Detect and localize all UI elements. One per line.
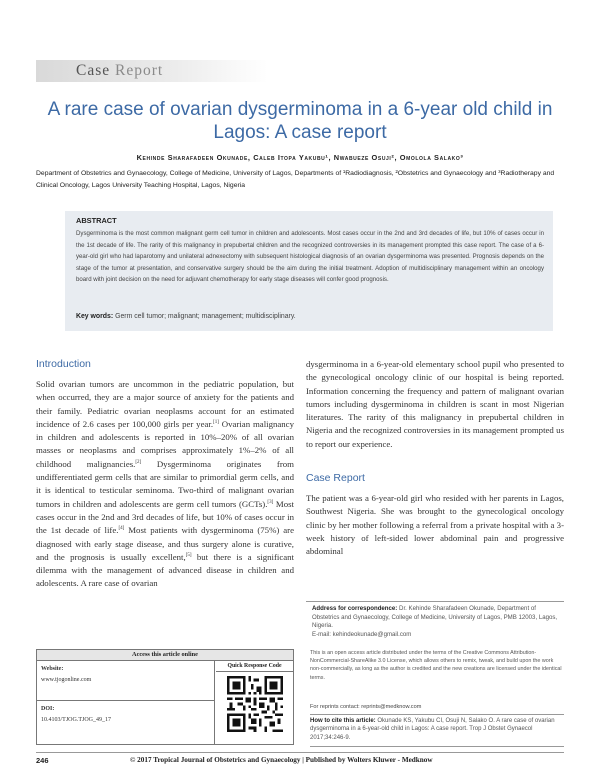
doi-value[interactable]: 10.4103/TJOG.TJOG_49_17 <box>41 717 111 723</box>
citation-box <box>310 714 564 747</box>
intro-continuation: dysgerminoma in a 6-year-old elementary school pupil who presented to the gynecological oncology clinic of our hospital is being reported. Information concerning the frequency and pattern of malignant ovarian tumors including dysgerminoma in children is scant in most Nigerian literatures. The rarity of this malignancy in prepubertal children in Nigeria and the recognized controversies in its management prompted us to report our experience. <box>306 359 564 449</box>
intro-text-3: Dysgerminoma originates from undifferentiated germ cells that are similar to primordial germ cells, and it is identical to testicular seminoma. Two-third of malignant ovarian tumors in children and adolescents are germ cell tumors (GCTs). <box>36 458 295 509</box>
cite-text: Okunade KS, Yakubu CI, Osuji N, Salako O. A rare case of ovarian dysgerminoma in a 6-year-old child in Lagos: A case report. Trop J Obstet Gynaecol 2017;34:246-9. <box>310 718 555 741</box>
citation-ref: [1] <box>213 419 219 425</box>
intro-heading: Introduction <box>36 358 91 370</box>
keywords-label: Key words: <box>76 313 114 320</box>
doi-cell <box>37 701 214 729</box>
footer-copyright: © 2017 Tropical Journal of Obstetrics and Gynaecology | Published by Wolters Kluwer - Medknow <box>130 756 433 764</box>
access-heading: Access this article online <box>37 650 293 661</box>
correspondence-box <box>306 601 564 639</box>
case-report-heading: Case Report <box>306 472 365 484</box>
case-report-text: The patient was a 6-year-old girl who resided with her parents in Lagos, Southwest Nigeria. She was brought to the gynecological oncology clinic by her mother following a referral from a private hospital with a 3-week history of left-sided lower abdominal pain and progressive abdominal <box>306 493 564 557</box>
abstract-heading: ABSTRACT <box>76 216 117 225</box>
section-label <box>76 62 163 80</box>
citation-ref: [3] <box>267 499 274 505</box>
citation-ref: [5] <box>185 552 192 558</box>
intro-text-6: but there is a significant dilemma with the management of advanced disease in children and adolescents. A rare case of ovarian <box>36 551 294 589</box>
qr-label: Quick Response Code <box>216 661 293 672</box>
citation-ref: [2] <box>135 459 142 465</box>
intro-paragraph <box>36 378 294 591</box>
page-number: 246 <box>36 756 49 765</box>
intro-text-5: Most patients with dysgerminoma (75%) are diagnosed with early stage disease, and thus surgery alone is curative, and the prognosis is usually excellent, <box>36 525 294 562</box>
correspondence-label: Address for correspondence: <box>312 605 398 612</box>
doi-label: DOI: <box>41 706 55 712</box>
citation-ref: [4] <box>118 526 125 532</box>
website-link[interactable]: www.tjogonline.com <box>41 677 92 683</box>
website-label: Website: <box>41 666 64 672</box>
cite-label: How to cite this article: <box>310 718 376 724</box>
website-cell <box>37 661 214 701</box>
author-list: Kehinde Sharafadeen Okunade, Caleb Itopa Yakubu¹, Nwabueze Osuji², Omolola Salako³ <box>136 153 464 162</box>
section-label-band <box>36 60 268 82</box>
section-label-dark: Case <box>76 62 111 79</box>
intro-text-2: Ovarian malignancy in children and adolescents is reported in 10%–20% of all ovarian masses or neoplasms and comprises approximately 1%–2% of all childhood malignancies. <box>36 418 294 469</box>
affiliations: Department of Obstetrics and Gynaecology, College of Medicine, University of Lagos, Departments of ¹Radiodiagnosis, ²Obstetrics and Gynaecology and ³Radiotherapy and Clinical Oncology, Lagos University Teaching Hospital, Lagos, Nigeria <box>36 170 555 189</box>
reprints-contact: For reprints contact: reprints@medknow.com <box>310 704 422 710</box>
keywords-text: Germ cell tumor; malignant; management; multidisciplinary. <box>115 313 296 320</box>
open-access-notice: This is an open access article distributed under the terms of the Creative Commons Attribution-NonCommercial-ShareAlike 3.0 License, which allows others to remix, tweak, and build upon the work non-commercially, as long as the author is credited and the new creations are licensed under the identical terms. <box>310 650 562 681</box>
correspondence-email[interactable]: E-mail: kehindeokunade@gmail.com <box>312 630 412 638</box>
qr-code-icon[interactable] <box>227 676 283 732</box>
keywords <box>76 313 546 320</box>
section-label-light: Report <box>115 62 164 79</box>
correspondence-text <box>306 602 564 639</box>
article-title: A rare case of ovarian dysgerminoma in a 6-year old child in Lagos: A case report <box>47 99 553 143</box>
footer-rule <box>36 752 564 753</box>
correspondence-address: Dr. Kehinde Sharafadeen Okunade, Department of Obstetrics and Gynaecology, College of Medicine, University of Lagos, PMB 12003, Lagos, Nigeria. <box>312 605 558 630</box>
access-left-column <box>37 661 215 744</box>
intro-text-1: Solid ovarian tumors are uncommon in the pediatric population, but when occurred, they are a major source of anxiety for the patients and their family. Pediatric ovarian neoplasms account for an estimated incidence of 2.6 cases per 100,000 girls per year. <box>36 379 294 429</box>
abstract-text: Dysgerminoma is the most common malignant germ cell tumor in children and adolescents. Most cases occur in the 2nd and 3rd decades of life, but 10% of cases occur in the 1st decade of life. The rarity of this malignancy in prepubertal children and the recognized controversies in its management prompted this case report. The case of a 6-year-old girl who had laparotomy and unilateral adnexectomy with subsequent histological diagnosis of an ovarian dysgerminoma was presented. Prognosis depends on the stage of the tumor at presentation, and conservative surgery should be the aim during the initial treatment. Adoption of multidisciplinary management within an oncology board with joint decision on the need for adjuvant chemotherapy for early stage diseases will confer good prognosis. <box>76 230 544 284</box>
access-online-box <box>36 649 294 745</box>
intro-text-4: Most cases occur in the 2nd and 3rd decades of life, but 10% of cases occur in the 1st decade of life. <box>36 498 294 536</box>
